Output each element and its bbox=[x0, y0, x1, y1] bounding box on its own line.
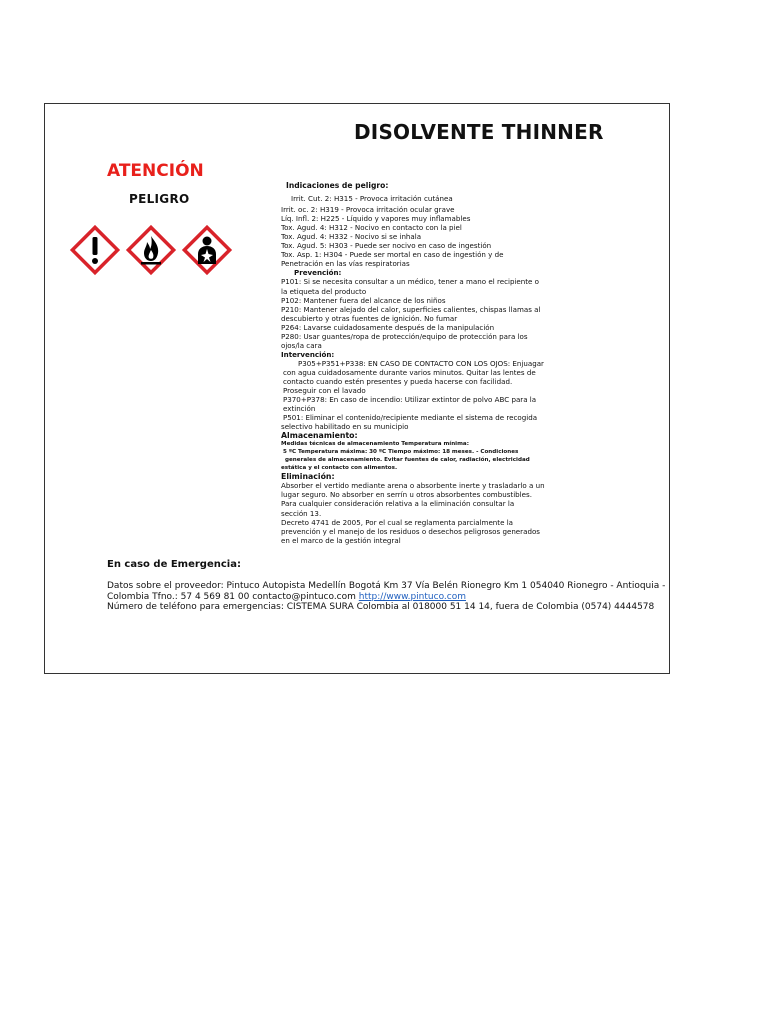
storage-statement: estática y el contacto con alimentos. bbox=[281, 465, 398, 472]
precaution-statement: P101: Si se necesita consultar a un médico, tener a mano el recipiente o bbox=[281, 277, 540, 287]
hazard-statement: Irrit. oc. 2: H319 - Provoca irritación ocular grave bbox=[281, 205, 455, 215]
exclamation-icon bbox=[69, 224, 121, 276]
precaution-statement: la etiqueta del producto bbox=[281, 286, 367, 296]
emergency-info bbox=[107, 581, 665, 613]
disposal-statement: Decreto 4741 de 2005, Por el cual se reglamenta parcialmente la bbox=[281, 517, 514, 527]
response-statement: P501: Eliminar el contenido/recipiente mediante el sistema de recogida bbox=[283, 413, 538, 423]
ghs-pictograms bbox=[65, 222, 237, 280]
eliminacion-heading: Eliminación: bbox=[281, 472, 335, 482]
precaution-statement: descubierto y otras fuentes de ignición. No fumar bbox=[281, 313, 458, 323]
precaution-statement: ojos/la cara bbox=[281, 340, 322, 350]
product-title: DISOLVENTE THINNER bbox=[354, 120, 604, 144]
response-statement: extinción bbox=[283, 404, 316, 414]
health-hazard-icon bbox=[181, 224, 233, 276]
response-statement: P305+P351+P338: EN CASO DE CONTACTO CON LOS OJOS: Enjuagar bbox=[298, 358, 544, 368]
disposal-statement: Absorber el vertido mediante arena o absorbente inerte y trasladarlo a un bbox=[281, 481, 545, 491]
hazard-statement: Tox. Agud. 4: H312 - Nocivo en contacto con la piel bbox=[281, 223, 462, 233]
signal-word: ATENCIÓN bbox=[107, 161, 204, 181]
disposal-statement: sección 13. bbox=[281, 508, 322, 518]
response-statement: contacto cuando estén presentes y pueda hacerse con facilidad. bbox=[283, 376, 513, 386]
storage-statement: Medidas técnicas de almacenamiento Temperatura mínima: bbox=[281, 441, 469, 448]
response-statement: selectivo habilitado en su municipio bbox=[281, 422, 409, 432]
supplier-line: Datos sobre el proveedor: Pintuco Autopista Medellín Bogotá Km 37 Vía Belén Rionegro Km 1 054040 Rionegro - Antioquia - bbox=[107, 581, 666, 591]
hazard-statement: Líq. Infl. 2: H225 - Líquido y vapores muy inflamables bbox=[281, 214, 471, 224]
contact-text: Colombia Tfno.: 57 4 569 81 00 contacto@pintuco.com bbox=[107, 591, 359, 602]
hazard-statement: Tox. Agud. 4: H332 - Nocivo si se inhala bbox=[281, 232, 422, 242]
product-label bbox=[44, 103, 670, 674]
disposal-statement: lugar seguro. No absorber en serrín u otros absorbentes combustibles. bbox=[281, 490, 532, 500]
almacenamiento-heading: Almacenamiento: bbox=[281, 431, 358, 441]
website-link[interactable]: http://www.pintuco.com bbox=[358, 591, 466, 602]
disposal-statement: Para cualquier consideración relativa a la eliminación consultar la bbox=[281, 499, 515, 509]
precaution-statement: P280: Usar guantes/ropa de protección/equipo de protección para los bbox=[281, 331, 528, 341]
disposal-statement: prevención y el manejo de los residuos o desechos peligrosos generados bbox=[281, 526, 540, 536]
flame-icon bbox=[125, 224, 177, 276]
intervencion-heading: Intervención: bbox=[281, 349, 335, 359]
hazard-statement: Tox. Agud. 5: H303 - Puede ser nocivo en caso de ingestión bbox=[281, 241, 492, 251]
disposal-statement: en el marco de la gestión integral bbox=[281, 535, 401, 545]
hazard-statement: Tox. Asp. 1: H304 - Puede ser mortal en caso de ingestión y de bbox=[281, 250, 504, 260]
response-statement: con agua cuidadosamente durante varios minutos. Quitar las lentes de bbox=[283, 367, 536, 377]
prevencion-heading: Prevención: bbox=[294, 268, 342, 278]
precaution-statement: P210: Mantener alejado del calor, superficies calientes, chispas llamas al bbox=[281, 304, 541, 314]
storage-statement: 5 ºC Temperatura máxima: 30 ºC Tiempo máximo: 18 meses. - Condiciones bbox=[283, 449, 519, 456]
hazard-statement: Irrit. Cut. 2: H315 - Provoca irritación cutánea bbox=[291, 194, 453, 204]
response-statement: Proseguir con el lavado bbox=[283, 386, 366, 396]
emergency-heading: En caso de Emergencia: bbox=[107, 559, 241, 570]
indicaciones-heading: Indicaciones de peligro: bbox=[286, 181, 389, 190]
response-statement: P370+P378: En caso de incendio: Utilizar extintor de polvo ABC para la bbox=[283, 395, 537, 405]
emergency-phone-line: Número de teléfono para emergencias: CISTEMA SURA Colombia al 018000 51 14 14, fuera de Colombia (0574) 4444578 bbox=[107, 602, 655, 613]
contact-line bbox=[107, 592, 665, 603]
hazard-text-block bbox=[281, 181, 571, 545]
hazard-statement: Penetración en las vías respiratorias bbox=[281, 259, 410, 269]
hazard-word: PELIGRO bbox=[129, 192, 190, 206]
precaution-statement: P264: Lavarse cuidadosamente después de la manipulación bbox=[281, 322, 495, 332]
precaution-statement: P102: Mantener fuera del alcance de los niños bbox=[281, 295, 446, 305]
storage-statement: generales de almacenamiento. Evitar fuentes de calor, radiación, electricidad bbox=[285, 457, 530, 464]
